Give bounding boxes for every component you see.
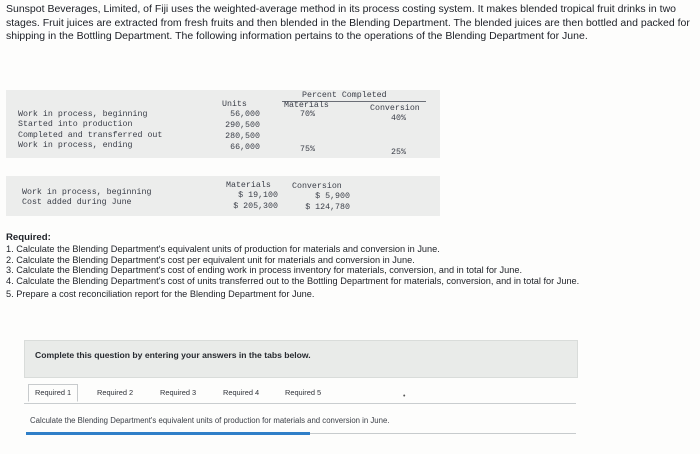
units-value: 66,000	[230, 143, 260, 152]
cost-table-content	[6, 176, 440, 216]
instruction-box	[24, 340, 578, 378]
units-row-label: Work in process, ending	[18, 141, 133, 150]
tab-required-3[interactable]: Required 3	[160, 388, 197, 397]
materials-percent: 70%	[300, 110, 315, 119]
cost-conversion-value: $ 124,780	[305, 203, 350, 212]
tab-required-5[interactable]: Required 5	[285, 388, 322, 397]
units-row-label: Work in process, beginning	[18, 110, 148, 119]
conversion-header: Conversion	[370, 104, 420, 113]
tab-caption: Calculate the Blending Department's equivalent units of production for materials and conversion in June.	[30, 416, 390, 425]
cost-row-label: Work in process, beginning	[22, 188, 152, 197]
required-item: 4. Calculate the Blending Department's cost of units transferred out to the Bottling Department for materials, conversion, and in total for June.	[6, 276, 580, 287]
units-row-label: Started into production	[18, 120, 133, 129]
required-item: 2. Calculate the Blending Department's cost per equivalent unit for materials and conversion in June.	[6, 254, 415, 265]
conversion-percent: 40%	[391, 114, 406, 123]
tab-required-4[interactable]: Required 4	[223, 388, 260, 397]
tab-required-2[interactable]: Required 2	[97, 388, 134, 397]
materials-percent: 75%	[300, 145, 315, 154]
cost-conversion-header: Conversion	[292, 182, 342, 191]
units-value: 280,500	[225, 132, 260, 141]
required-item: 3. Calculate the Blending Department's cost of ending work in process inventory for materials, conversion, and in total for June.	[6, 265, 523, 276]
materials-header: Materials	[284, 101, 329, 110]
units-row-label: Completed and transferred out	[18, 131, 163, 140]
problem-intro: Sunspot Beverages, Limited, of Fiji uses the weighted-average method in its process costing system. It makes blended tropical fruit drinks in two stages. Fruit juices are extracted from fresh fruits and then blended in the Blending Department. The blended juices are then bottled and packed for shipping in the Bottling Department. The following information pertains to the operations of the Blending Department for June.	[6, 3, 690, 42]
instruction-text: Complete this question by entering your answers in the tabs below.	[35, 350, 311, 360]
units-table-content	[6, 90, 440, 158]
conversion-percent: 25%	[391, 148, 406, 157]
active-tab-progress-bar	[26, 432, 310, 435]
cost-materials-value: $ 205,300	[233, 202, 278, 211]
percent-completed-header: Percent Completed	[302, 91, 387, 100]
required-section	[6, 233, 696, 300]
required-item: 5. Prepare a cost reconciliation report for the Blending Department for June.	[6, 288, 315, 299]
cost-conversion-value: $ 5,900	[315, 192, 350, 201]
cost-materials-value: $ 19,100	[238, 191, 278, 200]
required-tabs	[24, 381, 576, 404]
cost-row-label: Cost added during June	[22, 198, 132, 207]
cost-materials-header: Materials	[226, 181, 271, 190]
divider	[310, 433, 576, 434]
tab-required-1[interactable]: Required 1	[28, 384, 78, 402]
required-marker-icon: •	[403, 393, 406, 400]
required-heading: Required:	[6, 232, 51, 243]
units-header: Units	[222, 100, 247, 109]
units-value: 56,000	[230, 110, 260, 119]
required-item: 1. Calculate the Blending Department's equivalent units of production for materials and conversion in June.	[6, 243, 440, 254]
units-value: 290,500	[225, 121, 260, 130]
